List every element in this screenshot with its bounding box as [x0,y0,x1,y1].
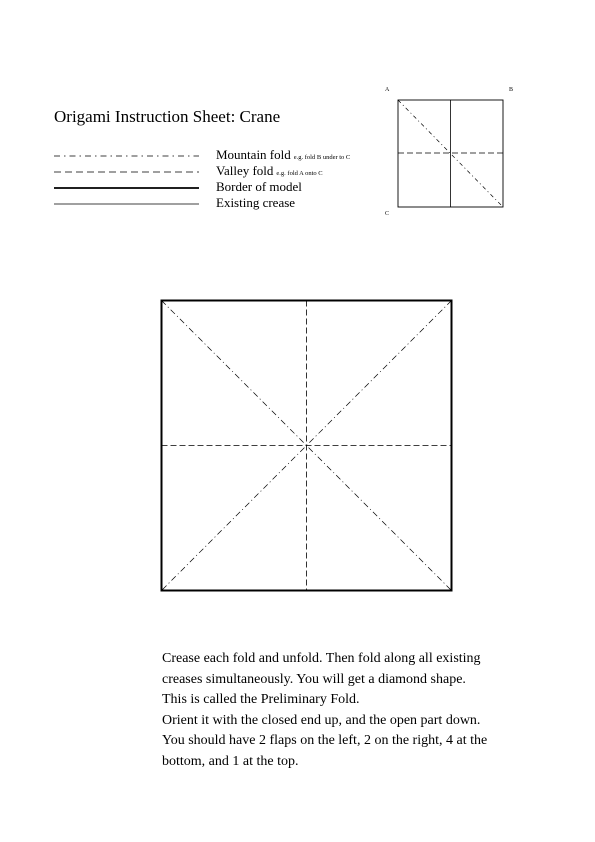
instructions-text [162,649,562,772]
page-title: Origami Instruction Sheet: Crane [54,107,281,126]
legend-note: e.g. fold A onto C [276,170,323,177]
instruction-line: creases simultaneously. You will get a diamond shape. [162,671,466,687]
instruction-line: This is called the Preliminary Fold. [162,692,360,707]
legend-label: Mountain fold [216,147,291,162]
legend-label: Border of model [216,179,302,194]
instruction-line: bottom, and 1 at the top. [162,753,299,769]
valley-fold-line-sample [54,167,199,177]
instruction-line: Crease each fold and unfold. Then fold along all existing [162,651,481,666]
border-legend-item [216,179,302,194]
corner-label-b: B [509,87,514,93]
border-line-sample [54,183,199,193]
existing-crease-legend-item [216,195,295,210]
legend-note: e.g. fold B under to C [293,154,351,161]
instruction-line: Orient it with the closed end up, and the open part down. [162,712,481,728]
corner-label-a: A [385,87,390,93]
existing-crease-line-sample [54,199,199,209]
preliminary-fold-crease-diagram [160,299,454,593]
legend-label: Existing crease [216,195,296,210]
instruction-line: You should have 2 flaps on the left, 2 on the right, 4 at the [162,733,488,748]
mountain-fold-line-sample [54,151,199,161]
corner-label-c: C [385,211,390,217]
legend-label: Valley fold [216,163,274,178]
reference-fold-diagram [394,96,506,210]
